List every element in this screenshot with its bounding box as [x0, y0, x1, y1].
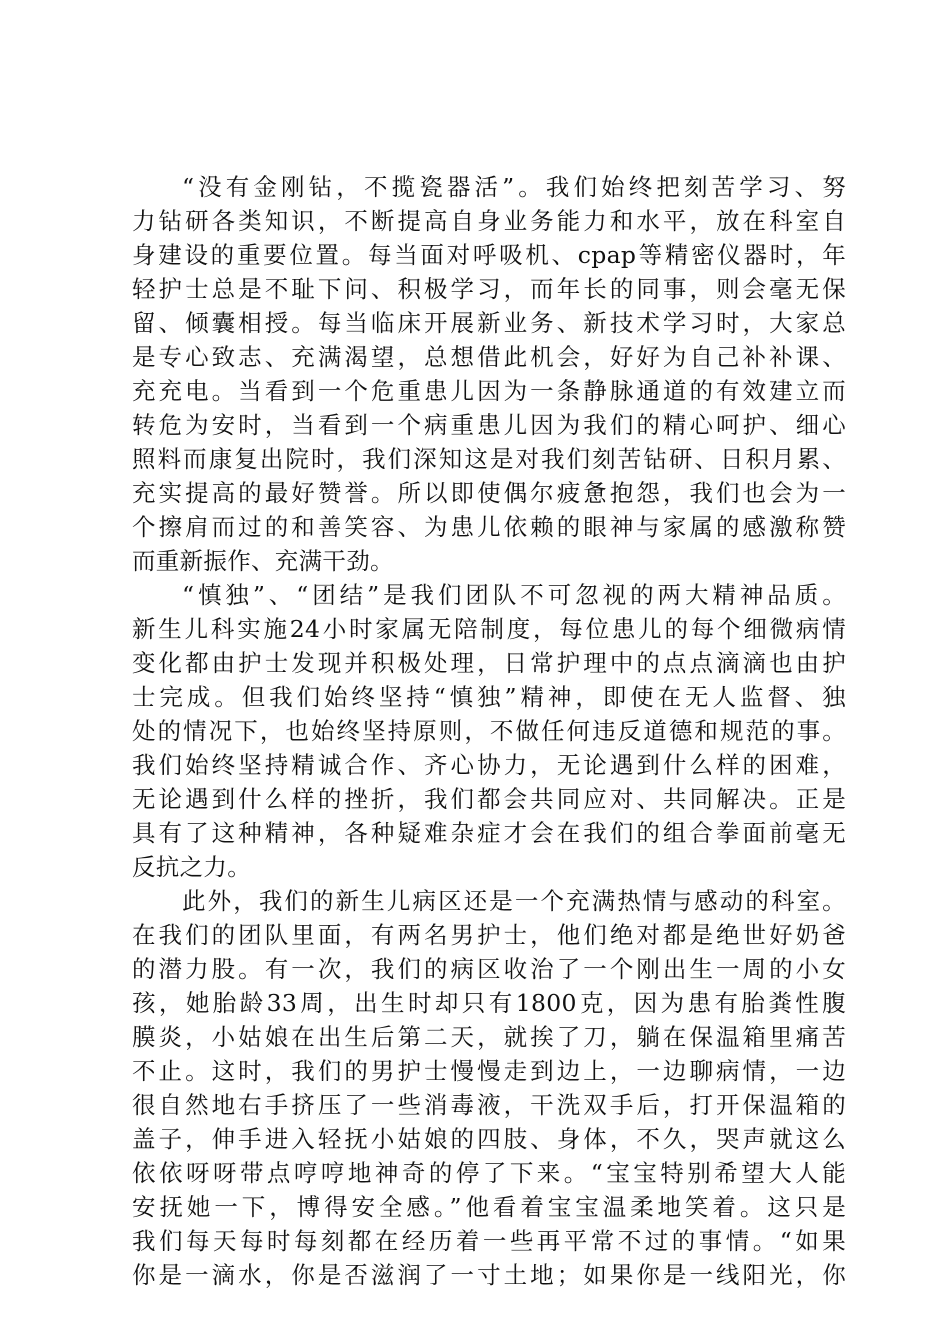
text-line: 盖子，伸手进入轻抚小姑娘的四肢、身体，不久，哭声就这么 — [132, 1125, 846, 1153]
text-line: 孩，她胎龄33周，出生时却只有1800克，因为患有胎粪性腹 — [132, 989, 846, 1017]
text-line: 无论遇到什么样的挫折，我们都会共同应对、共同解决。正是 — [132, 785, 846, 813]
text-line: 个擦肩而过的和善笑容、为患儿依赖的眼神与家属的感激称赞 — [132, 513, 846, 541]
text-line: 士完成。但我们始终坚持“慎独”精神，即使在无人监督、独 — [132, 683, 846, 711]
text-line: 我们每天每时每刻都在经历着一些再平常不过的事情。“如果 — [132, 1227, 846, 1255]
text-line: 轻护士总是不耻下问、积极学习，而年长的同事，则会毫无保 — [132, 275, 846, 303]
text-line: 不止。这时，我们的男护士慢慢走到边上，一边聊病情，一边 — [132, 1057, 846, 1085]
text-line: 身建设的重要位置。每当面对呼吸机、cpap等精密仪器时，年 — [132, 241, 846, 269]
text-line: 你是一滴水，你是否滋润了一寸土地；如果你是一线阳光，你 — [132, 1261, 846, 1289]
text-line: 在我们的团队里面，有两名男护士，他们绝对都是绝世好奶爸 — [132, 921, 846, 949]
document-body-text — [132, 170, 846, 1292]
text-line: 我们始终坚持精诚合作、齐心协力，无论遇到什么样的困难， — [132, 751, 846, 779]
text-line: 转危为安时，当看到一个病重患儿因为我们的精心呵护、细心 — [132, 411, 846, 439]
text-line: 充实提高的最好赞誉。所以即使偶尔疲惫抱怨，我们也会为一 — [132, 479, 846, 507]
text-line: 的潜力股。有一次，我们的病区收治了一个刚出生一周的小女 — [132, 955, 846, 983]
text-line: 留、倾囊相授。每当临床开展新业务、新技术学习时，大家总 — [132, 309, 846, 337]
text-line: 新生儿科实施24小时家属无陪制度，每位患儿的每个细微病情 — [132, 615, 846, 643]
text-line: 力钻研各类知识，不断提高自身业务能力和水平，放在科室自 — [132, 207, 846, 235]
text-line: 变化都由护士发现并积极处理，日常护理中的点点滴滴也由护 — [132, 649, 846, 677]
text-line: 膜炎，小姑娘在出生后第二天，就挨了刀，躺在保温箱里痛苦 — [132, 1023, 846, 1051]
text-line: 此外，我们的新生儿病区还是一个充满热情与感动的科室。 — [182, 887, 846, 915]
text-line: 具有了这种精神，各种疑难杂症才会在我们的组合拳面前毫无 — [132, 819, 846, 847]
text-line: 充充电。当看到一个危重患儿因为一条静脉通道的有效建立而 — [132, 377, 846, 405]
text-line: 照料而康复出院时，我们深知这是对我们刻苦钻研、日积月累、 — [132, 445, 846, 473]
text-line: 安抚她一下，博得安全感。”他看着宝宝温柔地笑着。这只是 — [132, 1193, 846, 1221]
text-line: 处的情况下，也始终坚持原则，不做任何违反道德和规范的事。 — [132, 717, 846, 745]
text-line: “没有金刚钻，不揽瓷器活”。我们始终把刻苦学习、努 — [182, 173, 846, 201]
text-line: “慎独”、“团结”是我们团队不可忽视的两大精神品质。 — [182, 581, 846, 609]
text-line: 而重新振作、充满干劲。 — [132, 547, 394, 575]
text-line: 很自然地右手挤压了一些消毒液，干洗双手后，打开保温箱的 — [132, 1091, 846, 1119]
text-line: 反抗之力。 — [132, 853, 251, 881]
text-line: 依依呀呀带点哼哼地神奇的停了下来。“宝宝特别希望大人能 — [132, 1159, 846, 1187]
text-line: 是专心致志、充满渴望，总想借此机会，好好为自己补补课、 — [132, 343, 846, 371]
